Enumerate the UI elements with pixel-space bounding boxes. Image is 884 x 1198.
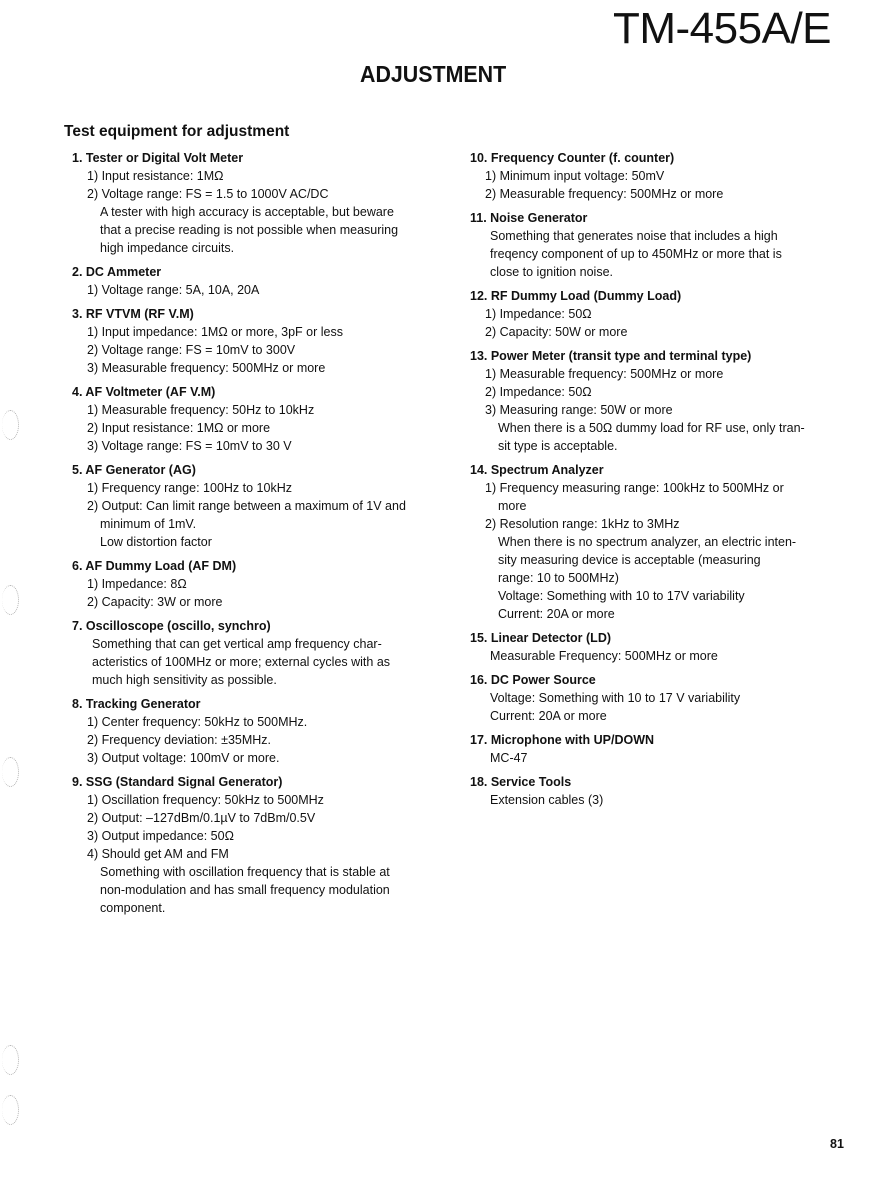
equipment-item bbox=[470, 671, 832, 725]
equipment-item bbox=[470, 209, 832, 281]
equipment-item-title: 3. RF VTVM (RF V.M) bbox=[72, 307, 194, 321]
equipment-item bbox=[470, 461, 832, 623]
binder-hole-mark bbox=[2, 757, 19, 787]
equipment-spec-line: non-modulation and has small frequency modulation bbox=[100, 883, 390, 897]
equipment-spec-line: 2) Capacity: 50W or more bbox=[485, 325, 628, 339]
equipment-spec-line: Current: 20A or more bbox=[490, 709, 607, 723]
equipment-spec-line: high impedance circuits. bbox=[100, 241, 235, 255]
equipment-spec-line: Voltage: Something with 10 to 17 V variability bbox=[490, 691, 741, 705]
equipment-spec-line: 1) Impedance: 50Ω bbox=[485, 307, 592, 321]
equipment-item-title: 5. AF Generator (AG) bbox=[72, 463, 196, 477]
binder-hole-mark bbox=[2, 585, 19, 615]
equipment-spec-line: 2) Capacity: 3W or more bbox=[87, 595, 223, 609]
equipment-spec-line: 2) Voltage range: FS = 1.5 to 1000V AC/DC bbox=[87, 187, 329, 201]
equipment-item-title: 1. Tester or Digital Volt Meter bbox=[72, 151, 244, 165]
equipment-item bbox=[72, 383, 432, 455]
equipment-spec-line: minimum of 1mV. bbox=[100, 517, 197, 531]
equipment-spec-line: freqency component of up to 450MHz or more that is bbox=[490, 247, 782, 261]
equipment-item-title: 4. AF Voltmeter (AF V.M) bbox=[72, 385, 216, 399]
equipment-item-title: 18. Service Tools bbox=[470, 775, 572, 789]
equipment-spec-line: 1) Center frequency: 50kHz to 500MHz. bbox=[87, 715, 308, 729]
equipment-spec-line: component. bbox=[100, 901, 166, 915]
equipment-spec-line: MC-47 bbox=[490, 751, 528, 765]
binder-hole-mark bbox=[2, 1095, 19, 1125]
equipment-spec-line: Extension cables (3) bbox=[490, 793, 604, 807]
equipment-item-title: 7. Oscilloscope (oscillo, synchro) bbox=[72, 619, 271, 633]
equipment-spec-line: 4) Should get AM and FM bbox=[87, 847, 229, 861]
equipment-spec-line: 1) Measurable frequency: 50Hz to 10kHz bbox=[87, 403, 315, 417]
equipment-spec-line: more bbox=[498, 499, 527, 513]
equipment-spec-line: Something that generates noise that includes a high bbox=[490, 229, 778, 243]
equipment-item bbox=[72, 773, 432, 917]
equipment-item bbox=[72, 263, 432, 299]
equipment-spec-line: Measurable Frequency: 500MHz or more bbox=[490, 649, 718, 663]
equipment-spec-line: 2) Frequency deviation: ±35MHz. bbox=[87, 733, 272, 747]
equipment-spec-line: 2) Input resistance: 1MΩ or more bbox=[87, 421, 271, 435]
equipment-spec-line: A tester with high accuracy is acceptable, but beware bbox=[100, 205, 394, 219]
model-number: TM-455A/E bbox=[613, 4, 832, 53]
equipment-spec-line: 3) Output impedance: 50Ω bbox=[87, 829, 234, 843]
equipment-item bbox=[72, 305, 432, 377]
equipment-spec-line: much high sensitivity as possible. bbox=[92, 673, 277, 687]
equipment-spec-line: Voltage: Something with 10 to 17V variability bbox=[498, 589, 745, 603]
equipment-item bbox=[470, 773, 832, 809]
left-column bbox=[72, 149, 432, 917]
equipment-spec-line: 2) Voltage range: FS = 10mV to 300V bbox=[87, 343, 296, 357]
equipment-spec-line: 3) Measuring range: 50W or more bbox=[485, 403, 673, 417]
equipment-item bbox=[72, 557, 432, 611]
equipment-item bbox=[72, 461, 432, 551]
equipment-item-title: 17. Microphone with UP/DOWN bbox=[470, 733, 655, 747]
right-column bbox=[470, 149, 832, 809]
equipment-spec-line: 2) Measurable frequency: 500MHz or more bbox=[485, 187, 724, 201]
equipment-spec-line: When there is a 50Ω dummy load for RF use, only tran- bbox=[498, 421, 805, 435]
equipment-item-title: 14. Spectrum Analyzer bbox=[470, 463, 604, 477]
equipment-spec-line: range: 10 to 500MHz) bbox=[498, 571, 619, 585]
equipment-item bbox=[470, 149, 832, 203]
equipment-spec-line: 2) Output: –127dBm/0.1µV to 7dBm/0.5V bbox=[87, 811, 316, 825]
equipment-spec-line: 1) Input resistance: 1MΩ bbox=[87, 169, 224, 183]
equipment-item bbox=[72, 617, 432, 689]
equipment-item-title: 13. Power Meter (transit type and terminal type) bbox=[470, 349, 752, 363]
equipment-spec-line: 1) Input impedance: 1MΩ or more, 3pF or less bbox=[87, 325, 343, 339]
equipment-item-title: 6. AF Dummy Load (AF DM) bbox=[72, 559, 237, 573]
equipment-spec-line: Something that can get vertical amp frequency char- bbox=[92, 637, 382, 651]
equipment-spec-line: that a precise reading is not possible when measuring bbox=[100, 223, 399, 237]
equipment-spec-line: 2) Resolution range: 1kHz to 3MHz bbox=[485, 517, 680, 531]
equipment-spec-line: close to ignition noise. bbox=[490, 265, 613, 279]
equipment-spec-line: 1) Voltage range: 5A, 10A, 20A bbox=[87, 283, 260, 297]
page-title: ADJUSTMENT bbox=[360, 61, 507, 87]
equipment-item bbox=[72, 149, 432, 257]
equipment-spec-line: sity measuring device is acceptable (measuring bbox=[498, 553, 761, 567]
equipment-spec-line: 3) Voltage range: FS = 10mV to 30 V bbox=[87, 439, 292, 453]
equipment-spec-line: 1) Oscillation frequency: 50kHz to 500MHz bbox=[87, 793, 324, 807]
equipment-item bbox=[470, 287, 832, 341]
equipment-spec-line: 1) Impedance: 8Ω bbox=[87, 577, 187, 591]
equipment-spec-line: 1) Frequency measuring range: 100kHz to 500MHz or bbox=[485, 481, 784, 495]
equipment-item-title: 15. Linear Detector (LD) bbox=[470, 631, 612, 645]
equipment-spec-line: 1) Minimum input voltage: 50mV bbox=[485, 169, 665, 183]
page-number: 81 bbox=[830, 1137, 844, 1151]
equipment-item bbox=[470, 731, 832, 767]
equipment-item-title: 12. RF Dummy Load (Dummy Load) bbox=[470, 289, 682, 303]
equipment-spec-line: Low distortion factor bbox=[100, 535, 212, 549]
equipment-spec-line: 1) Measurable frequency: 500MHz or more bbox=[485, 367, 724, 381]
binder-hole-mark bbox=[2, 1045, 19, 1075]
equipment-item bbox=[470, 347, 832, 455]
equipment-spec-line: sit type is acceptable. bbox=[498, 439, 618, 453]
equipment-spec-line: 1) Frequency range: 100Hz to 10kHz bbox=[87, 481, 292, 495]
equipment-spec-line: 3) Measurable frequency: 500MHz or more bbox=[87, 361, 326, 375]
section-heading: Test equipment for adjustment bbox=[64, 123, 290, 140]
equipment-item-title: 2. DC Ammeter bbox=[72, 265, 162, 279]
equipment-spec-line: acteristics of 100MHz or more; external cycles with as bbox=[92, 655, 391, 669]
equipment-spec-line: 2) Impedance: 50Ω bbox=[485, 385, 592, 399]
equipment-spec-line: When there is no spectrum analyzer, an electric inten- bbox=[498, 535, 797, 549]
equipment-item-title: 16. DC Power Source bbox=[470, 673, 596, 687]
equipment-item-title: 10. Frequency Counter (f. counter) bbox=[470, 151, 675, 165]
equipment-item bbox=[470, 629, 832, 665]
equipment-item-title: 11. Noise Generator bbox=[470, 211, 588, 225]
equipment-item bbox=[72, 695, 432, 767]
binder-hole-mark bbox=[2, 410, 19, 440]
equipment-spec-line: 3) Output voltage: 100mV or more. bbox=[87, 751, 280, 765]
equipment-item-title: 8. Tracking Generator bbox=[72, 697, 201, 711]
equipment-item-title: 9. SSG (Standard Signal Generator) bbox=[72, 775, 283, 789]
equipment-spec-line: 2) Output: Can limit range between a maximum of 1V and bbox=[87, 499, 406, 513]
equipment-spec-line: Current: 20A or more bbox=[498, 607, 615, 621]
equipment-spec-line: Something with oscillation frequency that is stable at bbox=[100, 865, 390, 879]
